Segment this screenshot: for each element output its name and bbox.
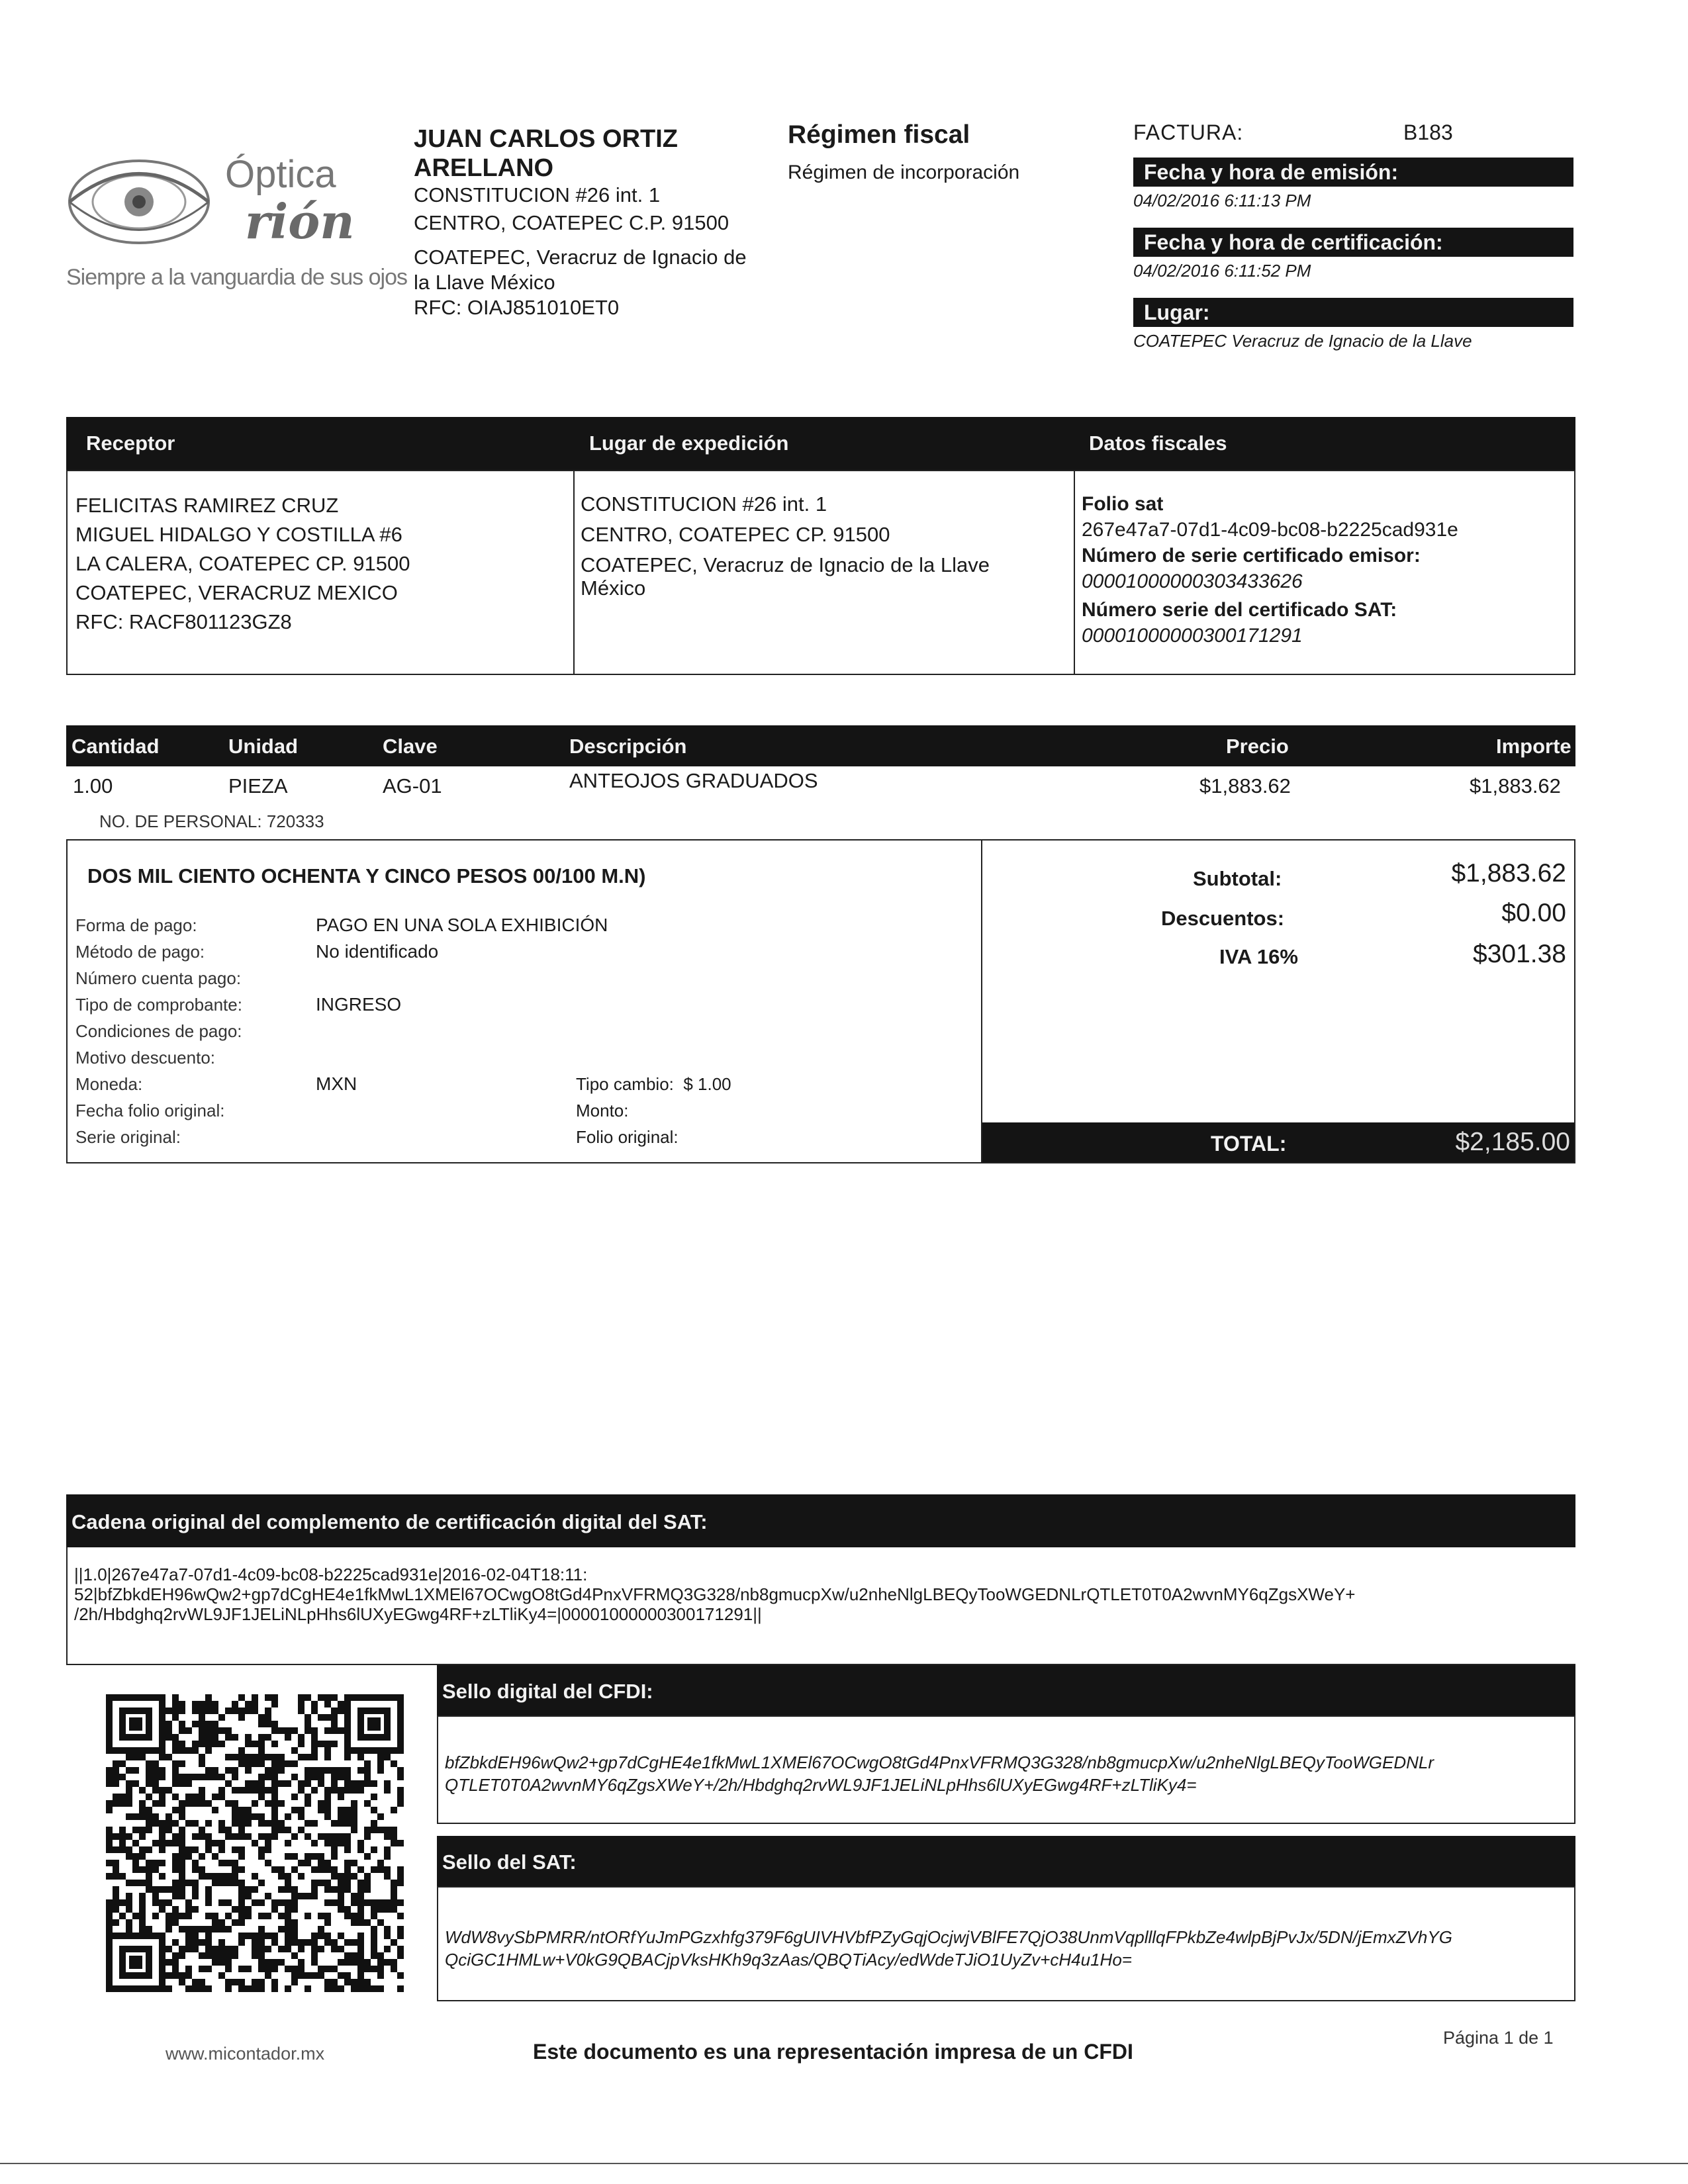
pago-values	[316, 912, 608, 1097]
fiscales-info	[1082, 491, 1458, 649]
footer-website: www.micontador.mx	[165, 2044, 325, 2064]
sello-sat-header-bar	[437, 1836, 1575, 1886]
fecha-folio-label: Fecha folio original:	[75, 1101, 225, 1120]
emision-value: 04/02/2016 6:11:13 PM	[1133, 191, 1311, 210]
seller-address-line: COATEPEC, Veracruz de Ignacio de	[414, 246, 747, 269]
metodo-pago-value: No identificado	[316, 941, 439, 962]
sello-cfdi-panel	[437, 1715, 1575, 1824]
company-logo	[66, 139, 410, 298]
receptor-header: Receptor	[86, 432, 175, 455]
seller-address-line: CONSTITUCION #26 int. 1	[414, 183, 661, 206]
row-cantidad: 1.00	[73, 774, 113, 797]
seller-block	[414, 124, 678, 183]
item-note: NO. DE PERSONAL: 720333	[99, 811, 324, 831]
col-clave: Clave	[383, 735, 438, 758]
col-precio: Precio	[1226, 735, 1289, 758]
qr-code	[106, 1694, 404, 1992]
cadena-panel	[66, 1547, 1575, 1665]
expedicion-line: CENTRO, COATEPEC CP. 91500	[581, 523, 890, 546]
cadena-header-bar	[66, 1494, 1575, 1547]
divider	[1074, 471, 1075, 674]
moneda-label: Moneda:	[75, 1074, 143, 1094]
cadena-header: Cadena original del complemento de certificación digital del SAT:	[71, 1510, 708, 1533]
tipo-cambio-value: $ 1.00	[683, 1074, 731, 1094]
cadena-line: ||1.0|267e47a7-07d1-4c09-bc08-b2225cad931e|2016-02-04T18:11:	[74, 1565, 588, 1584]
sello-cfdi-line: bfZbkdEH96wQw2+gp7dCgHE4e1fkMwL1XMEl67OCwgO8tGd4PnxVFRMQ3G328/nb8gmucpXw/u2nheNlgLBEQyTooWGEDNLr	[445, 1752, 1434, 1772]
cadena-line: /2h/Hbdghq2rvWL9JF1JELiNLpHhs6lUXyEGwg4RF+zLTliKy4=|00001000000300171291||	[74, 1604, 762, 1624]
row-precio: $1,883.62	[1199, 774, 1291, 797]
cuenta-pago-label: Número cuenta pago:	[75, 968, 242, 988]
serie-emisor-label: Número de serie certificado emisor:	[1082, 545, 1421, 567]
importe-letra: DOS MIL CIENTO OCHENTA Y CINCO PESOS 00/100 M.N)	[87, 864, 646, 887]
forma-pago-label: Forma de pago:	[75, 915, 197, 935]
tipo-cambio-label: Tipo cambio:	[576, 1074, 674, 1094]
receptor-line: LA CALERA, COATEPEC CP. 91500	[75, 552, 410, 575]
total-value: $2,185.00	[1455, 1128, 1570, 1156]
page-edge-line	[0, 2163, 1688, 2164]
expedicion-line: México	[581, 576, 646, 600]
sello-cfdi-header: Sello digital del CFDI:	[442, 1680, 653, 1703]
cadena-line: 52|bfZbkdEH96wQw2+gp7dCgHE4e1fkMwL1XMEl67OCwgO8tGd4PnxVFRMQ3G328/nb8gmucpXw/u2nheNlgLBEQyTooWGEDNLrQTLET0T0A2wvnMY6qZgsXWeY+	[74, 1584, 1356, 1604]
expedicion-line: CONSTITUCION #26 int. 1	[581, 492, 827, 516]
sello-cfdi-line: QTLET0T0A2wvnMY6qZgsXWeY+/2h/Hbdghq2rvWL9JF1JELiNLpHhs6lUXyEGwg4RF+zLTliKy4=	[445, 1775, 1197, 1795]
motivo-label: Motivo descuento:	[75, 1048, 216, 1068]
col-importe: Importe	[1496, 735, 1571, 758]
receptor-line: MIGUEL HIDALGO Y COSTILLA #6	[75, 523, 402, 546]
seller-address-line: la Llave México	[414, 271, 555, 294]
sello-sat-line: WdW8vySbPMRR/ntORfYuJmPGzxhfg379F6gUIVHVbfPZyGqjOcjwjVBlFE7QjO38UnmVqplllqFPkbZe4wlpBjPvJx/5DN/jEmxZVhYG	[445, 1927, 1452, 1947]
row-unidad: PIEZA	[228, 774, 288, 797]
table-row	[66, 766, 1575, 807]
metodo-pago-label: Método de pago:	[75, 942, 205, 962]
parties-header-bar	[66, 417, 1575, 470]
lugar-header: Lugar:	[1133, 298, 1573, 327]
divider	[981, 841, 982, 1162]
folio-original-label: Folio original:	[576, 1127, 679, 1147]
fiscales-header: Datos fiscales	[1089, 432, 1227, 455]
row-descripcion: ANTEOJOS GRADUADOS	[569, 769, 818, 792]
sello-sat-panel	[437, 1886, 1575, 2001]
cambio-block	[576, 1071, 731, 1150]
logo-tagline: Siempre a la vanguardia de sus ojos	[66, 265, 407, 290]
lugar-value: COATEPEC Veracruz de Ignacio de la Llave	[1133, 331, 1472, 351]
col-descripcion: Descripción	[569, 735, 687, 758]
tipo-comprobante-value: INGRESO	[316, 994, 402, 1015]
total-bar	[982, 1122, 1574, 1162]
folio-label: Folio sat	[1082, 493, 1164, 515]
total-label: TOTAL:	[1211, 1132, 1287, 1156]
pago-labels	[75, 912, 242, 1150]
items-header-bar	[66, 725, 1575, 766]
receptor-name: FELICITAS RAMIREZ CRUZ	[75, 494, 339, 517]
receptor-rfc: RFC: RACF801123GZ8	[75, 610, 292, 633]
col-unidad: Unidad	[228, 735, 299, 758]
logo-brand-bottom: rión	[245, 193, 355, 250]
parties-panel	[66, 470, 1575, 675]
seller-address	[414, 183, 747, 320]
expedicion-info	[581, 491, 1057, 598]
expedicion-header: Lugar de expedición	[589, 432, 789, 455]
condiciones-label: Condiciones de pago:	[75, 1021, 242, 1041]
serie-emisor-value: 00001000000303433626	[1082, 570, 1303, 592]
footer-disclaimer: Este documento es una representación impresa de un CFDI	[533, 2040, 1133, 2064]
sello-cfdi-text	[445, 1751, 1434, 1796]
qr-code-icon	[106, 1694, 404, 1992]
sello-sat-text	[445, 1926, 1452, 1971]
forma-pago-value: PAGO EN UNA SOLA EXHIBICIÓN	[316, 915, 608, 935]
folio-value: 267e47a7-07d1-4c09-bc08-b2225cad931e	[1082, 519, 1458, 541]
seller-name-line2: ARELLANO	[414, 154, 554, 182]
iva-label: IVA 16%	[1219, 945, 1298, 968]
receptor-line: COATEPEC, VERACRUZ MEXICO	[75, 581, 398, 604]
certificacion-header: Fecha y hora de certificación:	[1133, 228, 1573, 257]
serie-sat-label: Número serie del certificado SAT:	[1082, 599, 1397, 621]
seller-address-line: CENTRO, COATEPEC C.P. 91500	[414, 211, 729, 234]
descuentos-value: $0.00	[1501, 899, 1566, 927]
factura-number: B183	[1403, 120, 1453, 144]
divider	[573, 471, 575, 674]
regimen-value: Régimen de incorporación	[788, 161, 1020, 183]
seller-rfc: RFC: OIAJ851010ET0	[414, 296, 620, 319]
seller-name-line1: JUAN CARLOS ORTIZ	[414, 125, 678, 153]
serie-original-label: Serie original:	[75, 1127, 181, 1147]
footer-page: Página 1 de 1	[1443, 2028, 1554, 2048]
regimen-title: Régimen fiscal	[788, 120, 970, 149]
emision-header: Fecha y hora de emisión:	[1133, 158, 1573, 187]
factura-label: FACTURA:	[1133, 120, 1244, 144]
subtotal-value: $1,883.62	[1451, 859, 1566, 887]
subtotal-label: Subtotal:	[1193, 867, 1282, 890]
sello-cfdi-header-bar	[437, 1665, 1575, 1715]
sello-sat-line: QciGC1HMLw+V0kG9QBACjpVksHKh9q3zAas/QBQTiAcy/edWdeTJiO1UyZv+cH4u1Ho=	[445, 1950, 1132, 1970]
monto-label: Monto:	[576, 1101, 629, 1120]
payment-panel	[66, 839, 1575, 1163]
moneda-value: MXN	[316, 1073, 357, 1094]
row-importe: $1,883.62	[1470, 774, 1561, 797]
certificacion-value: 04/02/2016 6:11:52 PM	[1133, 261, 1311, 281]
receptor-info	[75, 491, 410, 637]
sello-sat-header: Sello del SAT:	[442, 1850, 577, 1874]
descuentos-label: Descuentos:	[1161, 907, 1285, 930]
row-clave: AG-01	[383, 774, 442, 797]
col-cantidad: Cantidad	[71, 735, 160, 758]
tipo-comprobante-label: Tipo de comprobante:	[75, 995, 242, 1015]
logo-brand-top: Óptica	[225, 153, 336, 196]
serie-sat-value: 00001000000300171291	[1082, 625, 1303, 647]
cadena-text	[74, 1565, 1356, 1624]
iva-value: $301.38	[1473, 940, 1566, 968]
expedicion-line: COATEPEC, Veracruz de Ignacio de la Llave	[581, 553, 990, 576]
